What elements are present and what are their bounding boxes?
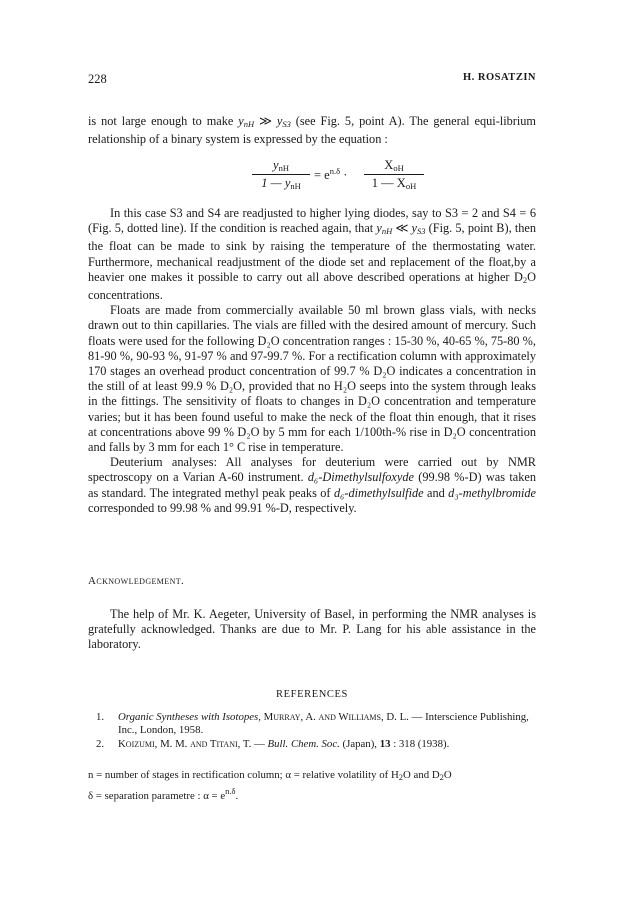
footnote-text-e: . [235, 790, 239, 802]
reference-item [96, 711, 536, 738]
reference-pages: : 318 (1938). [390, 737, 450, 750]
footnote-text-c: O [443, 769, 452, 781]
eq-rhs-num-sub: oH [393, 163, 404, 173]
para4-compound-2: d₆-dimethylsulfide [333, 485, 424, 500]
eq-lhs-den-sub: nH [290, 181, 301, 191]
para1-text-b: (see Fig. 5, point A). The general equi-librium relationship of a binary system is expressed by the equation : [88, 114, 537, 147]
footnote [88, 768, 538, 803]
para4-compound-3: d₃-methylbromide [448, 485, 536, 500]
eq-lhs-den: 1 — y [261, 176, 291, 190]
eq-lhs-num-sub: nH [278, 163, 289, 173]
reference-authors: Koizumi, M. M. and Titani, T. [118, 737, 252, 750]
paragraph-floats: Floats are made from commercially available 50 ml brown glass vials, with necks drawn out to thin capillaries. The vials are filled with the desired amount of mercury. Such floats were used for the following D₂O concentration ranges : 15-30 %, 40-65 %, 75-80 %, 81-90 %, 90-93 %, 91-97 % and 97-99.7 %. For a rectification column with approximately 170 stages an overhead product concentration of 99.7 % D₂O indicates a concentration in the still of at least 99.9 % D₂O, provided that no H₂O seeps into the system through leaks in the fittings. The sensitivity of floats to changes in D₂O concentration and temperature varies; but it has been found useful to make the neck of the float thin enough, that it rises at concentrations above 99 % D₂O by 5 mm for each 1/100th-% rise in D₂O concentration and falls by 3 mm for each 1° C rise in temperature. [88, 303, 536, 455]
para2-text-c: O concentrations. [88, 269, 536, 303]
reference-item [96, 737, 536, 751]
eq-rhs-den-sub: oH [405, 181, 417, 191]
reference-publisher: — Interscience Publishing, Inc., London, 1958. [118, 711, 529, 737]
reference-separator: — [251, 737, 268, 750]
footnote-text-a: n = number of stages in rectification column; α = relative volatility of H [88, 769, 399, 781]
acknowledgement-text: The help of Mr. K. Aegeter, University of Basel, in performing the NMR analyses is gratefully acknowledged. Thanks are due to Mr. P. Lang for his able assistance in the laboratory. [88, 607, 536, 652]
reference-title: Organic Syntheses with Isotopes, [118, 711, 261, 723]
para4-text-a: Deuterium analyses: All analyses for deuterium were carried out by NMR spectroscopy on a Varian A-60 instrument. [88, 455, 536, 485]
reference-journal: Bull. Chem. Soc. [267, 737, 340, 750]
running-head: H. ROSATZIN [463, 72, 536, 83]
equilibrium-equation: $y_{nH}$ 1 — $y_{nH}$ = $e^{n.\delta}$ · $X_{oH}$ 1 — $X_{oH}$ [252, 158, 452, 198]
eq-rhs-num: X [384, 158, 394, 172]
acknowledgement-text-block [88, 607, 536, 653]
eq-rhs-den: 1 — X [371, 176, 406, 190]
footnote-sup: n.δ [225, 786, 236, 796]
para2-text-a: In this case S3 and S4 are readjusted to higher lying diodes, say to S3 = 2 and S4 = 6 (Fig. 5, dotted line). If the condition is reached again, that [88, 206, 536, 236]
reference-number: 1. [96, 711, 105, 723]
para4-compound-1: d₆-Dimethylsulfoxyde [307, 470, 414, 485]
para4-text-g: corresponded to 99.98 % and 99.91 %-D, respectively. [88, 500, 357, 515]
para1-text-a: is not large enough to make [88, 114, 239, 128]
para4-text-e: and [423, 485, 449, 500]
eq-middle-sup: n.δ [329, 166, 341, 176]
page-number: 228 [88, 72, 107, 86]
references-list [96, 711, 536, 751]
reference-volume: 13 [379, 737, 391, 750]
eq-lhs-num: y [273, 158, 279, 172]
reference-number: 2. [96, 737, 105, 750]
reference-authors: Murray, A. and Williams, D. L. [260, 711, 409, 723]
references-title: REFERENCES [276, 689, 348, 700]
paragraph-equilibrium: is not large enough to make $y_{nH}$ ≫ $y_{S3}$ (see Fig. 5, point A). The general equi-librium relationship of a binary system is expressed by the equation : [88, 114, 537, 147]
para4-text-c: (99.98 %-D) was taken as standard. The integrated methyl peak peaks of [88, 470, 536, 500]
footnote-text-b: O and D [403, 769, 440, 781]
footnote-line-1: n = number of stages in rectification column; α = relative volatility of $H_2O$ and $D_2O$ [88, 769, 452, 782]
body-paragraphs [88, 206, 536, 516]
acknowledgement-heading: Acknowledgement. [88, 575, 185, 587]
eq-middle: = e [314, 168, 330, 182]
reference-country: (Japan), [339, 737, 380, 750]
footnote-text-d: δ = separation parametre : α = e [88, 790, 226, 802]
paragraph-deuterium [88, 455, 536, 516]
para2-text-b: (Fig. 5, point B), then the float can be made to sink by raising the temperature of the thermostating water. Furthermore, mechanical readjustment of the diode set and replacement of the float,by a heavier one makes it possible to carry out all above described operations at higher D [88, 221, 536, 284]
footnote-line-2 [88, 784, 538, 803]
paragraph-readjust: In this case S3 and S4 are readjusted to higher lying diodes, say to S3 = 2 and S4 = 6 (Fig. 5, dotted line). If the condition is reached again, that $y_{nH}$ ≪ $y_{S3}$ (Fig. 5, point B), then the float can be made to sink by raising the temperature of the thermostating water. Furthermore, mechanical readjustment of the diode set and replacement of the float,by a heavier one makes it possible to carry out all above described operations at higher $D_2O$ concentrations. [88, 206, 536, 303]
